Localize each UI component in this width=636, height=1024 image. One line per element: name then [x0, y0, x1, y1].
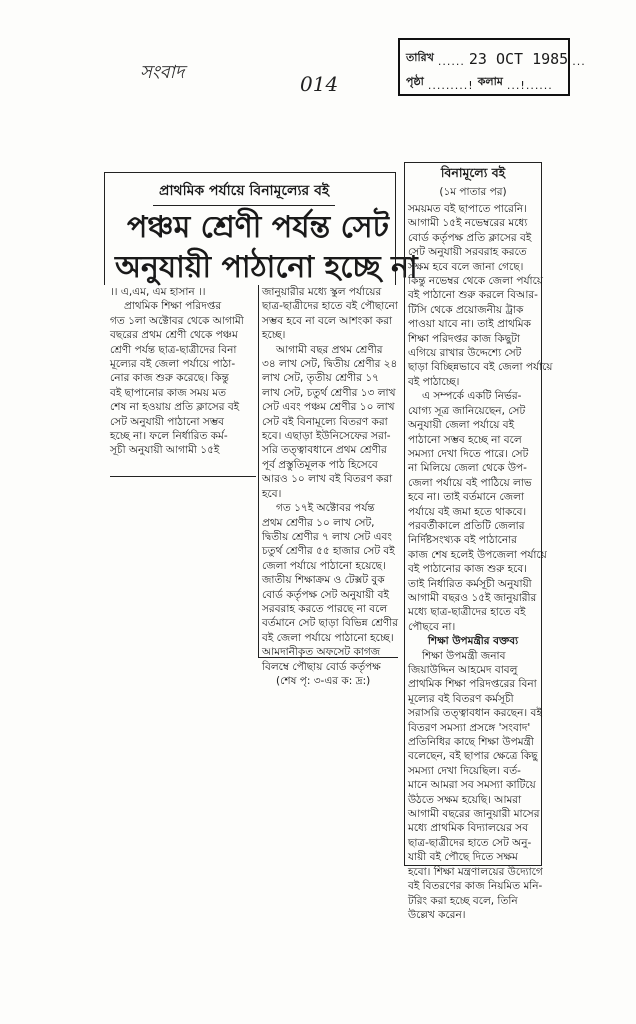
continuation-subheading: (১ম পাতার পর) [439, 186, 507, 198]
text-line: নোর কাজ শুরু করেছে। কিন্তু [110, 372, 229, 385]
text-line: মানে আমরা সব সমস্যা কাটিয়ে [408, 779, 536, 792]
text-line: প্রাথমিক শিক্ষা পরিদপ্তরের বিনা [408, 678, 537, 691]
text-line: আগামী বছরের জানুয়ারী মাসের [408, 808, 540, 821]
text-line: সরি তত্ত্বাবধানে প্রথম শ্রেণীর [262, 444, 387, 457]
text-line: পর্যায়ে বই জমা হতে থাকবে। [408, 505, 527, 518]
text-line: বিলম্বে পৌছায় বোর্ড কর্তৃপক্ষ [262, 660, 381, 673]
text-line: পৌছবে না। [408, 620, 456, 633]
text-line: প্রাথমিক শিক্ষা পরিদপ্তর [124, 300, 222, 313]
column-rule [110, 476, 256, 477]
text-line: মূল্যের বই বিতরণ কর্মসূচী [408, 692, 514, 705]
article-column-2 [258, 285, 400, 687]
text-line: মধ্যে ছাত্র-ছাত্রীদের হাতে বই [408, 606, 526, 619]
text-line: পূর্ব প্রস্তুতিমূলক পাঠ হিসেবে [262, 458, 378, 471]
column-rule [258, 657, 398, 658]
text-line: সরবরাহ করতে পারছে না বলে [262, 602, 388, 615]
text-line: না মিলিয়ে জেলা থেকে উপ- [408, 462, 527, 475]
text-line: কিন্তু নভেম্বর থেকে জেলা পর্যায়ে [408, 275, 543, 288]
text-line: ছাত্র-ছাত্রীদের হাতে বই পৌছানো [262, 300, 398, 313]
text-line: বই জেলা পর্যায়ে পাঠানো হচ্ছে। [262, 631, 394, 644]
text-line: প্রতিনিধির কাছে শিক্ষা উপমন্ত্রী [408, 736, 534, 749]
text-line: জেলা পর্যায়ে বই পাঠিয়ে লাভ [408, 476, 532, 489]
text-line: অনুযায়ী জেলা পর্যায়ে বই [408, 419, 515, 432]
text-line: লাখ সেট, চতুর্থ শ্রেণীর ১৩ লাখ [262, 386, 396, 399]
text-line: এ সম্পর্কে একটি নির্ভর- [422, 390, 522, 403]
text-line: হবো। শিক্ষা মন্ত্রণালয়ের উদ্যোগে [408, 865, 543, 878]
text-line: আগামী বছরও ১৫ই জানুয়ারীর [408, 591, 537, 604]
continuation-heading: বিনামূল্যে বই [440, 165, 506, 180]
headline-line-2: অনুযায়ী পাঠানো হচ্ছে না [115, 250, 418, 285]
text-line: উঠতে সক্ষম হয়েছি। আমরা [408, 793, 522, 806]
date-stamp: তারিখ ...... 23 OCT 1985 ... পৃষ্ঠা .........! কলাম ...!...... [398, 38, 570, 96]
text-line: প্রথম শ্রেণীর ১০ লাখ সেট, [262, 516, 375, 529]
text-line: হবে। [262, 487, 282, 500]
text-line: বই পাঠানো শুরু করলে বিআর- [408, 289, 538, 302]
text-line: চতুর্থ শ্রেণীর ৫৫ হাজার সেট বই [262, 545, 395, 558]
text-line: বিতরণ সমস্যা প্রসঙ্গে 'সংবাদ' [408, 721, 531, 734]
minister-subheading: শিক্ষা উপমন্ত্রীর বক্তব্য [427, 635, 519, 648]
text-line: হবে না। তাই বর্তমানে জেলা [408, 491, 524, 504]
text-line: জাতীয় শিক্ষাক্রম ও টেক্সট বুক [262, 574, 385, 587]
text-line: (শেষ পৃ: ৩-এর ক: দ্র:) [276, 674, 371, 687]
page-number-handwritten: 014 [300, 72, 339, 96]
text-line: বই বিতরণের কাজ নিয়মিত মনি- [408, 880, 543, 893]
text-line: সমস্যা দেখা দিতে পারে। সেট [408, 447, 529, 460]
continuation-text [405, 202, 553, 922]
text-line: সক্ষম হবে বলে জানা গেছে। [408, 260, 524, 273]
text-line: সেট অনুযায়ী পাঠানো সম্ভব [110, 415, 225, 428]
main-article [104, 172, 418, 687]
continuation-box [404, 162, 553, 921]
text-line: আগামী ১৫ই নভেম্বরের মধ্যে [408, 217, 528, 230]
text-line: যায়ী বই পৌছে দিতে সক্ষম [408, 851, 518, 864]
text-line: ৩৪ লাখ সেট, দ্বিতীয় শ্রেণীর ২৪ [262, 358, 398, 371]
headline-box [104, 172, 418, 285]
text-line: জেলা পর্যায়ে পাঠানো হয়েছে। [262, 559, 386, 572]
text-line: সমস্যা দেখা দিয়েছিল। বর্ত- [408, 764, 521, 777]
text-line: কাজ শেষ হলেই উপজেলা পর্যায়ে [408, 548, 547, 561]
text-line: সরাসরি তত্ত্বাবধান করছেন। বই [408, 707, 542, 720]
text-line: লাখ সেট, তৃতীয় শ্রেণীর ১৭ [262, 372, 379, 385]
text-line: বর্তমানে সেট ছাড়া বিভিন্ন শ্রেণীর [262, 617, 398, 630]
text-line: এগিয়ে রাখার উদ্দেশ্যে সেট [408, 347, 522, 360]
text-line: হচ্ছে না। ফলে নির্ধারিত কর্ম- [110, 430, 228, 443]
text-line: সেট এবং পঞ্চম শ্রেণীর ১০ লাখ [262, 401, 395, 414]
stamp-date-value: 23 OCT 1985 [468, 50, 569, 68]
text-line: যোগ্য সূত্র জানিয়েছেন, সেট [408, 404, 526, 417]
text-line: পরবর্তীকালে প্রতিটি জেলার [408, 519, 525, 532]
article-column-1 [110, 285, 256, 458]
text-line: ছাড়া বিচ্ছিন্নভাবে বই জেলা পর্যায়ে [408, 361, 553, 374]
text-line: গত ১লা অক্টোবর থেকে আগামী [110, 314, 244, 327]
text-line: ।। এ,এম, এম হাসান ।। [110, 286, 206, 298]
text-line: আরও ১০ লাখ বই বিতরণ করা [262, 473, 393, 486]
text-line: বোর্ড কর্তৃপক্ষ সেট অনুযায়ী বই [262, 588, 389, 601]
stamp-date-label: তারিখ [406, 51, 434, 64]
text-line: পাঠানো সম্ভব হচ্ছে না বলে [408, 433, 522, 446]
stamp-page-label: পৃষ্ঠা [406, 75, 424, 88]
text-line: পাওয়া যাবে না। তাই প্রাথমিক [408, 318, 531, 331]
text-line: হবে। এছাড়া ইউনিসেফের সরা- [262, 430, 391, 443]
text-line: সেট অনুযায়ী সরবরাহ করতে [408, 246, 527, 259]
text-line: সেট বই বিনামূল্যে বিতরণ করা [262, 415, 388, 428]
text-line: বছরের প্রথম শ্রেণী থেকে পঞ্চম [110, 329, 238, 342]
text-line: তাই নির্ধারিত কর্মসূচী অনুযায়ী [408, 577, 532, 590]
text-line: জানুয়ারীর মধ্যে স্কুল পর্যায়ের [262, 286, 382, 298]
newspaper-name-handwritten: সংবাদ [140, 62, 185, 83]
text-line: সময়মত বই ছাপাতে পারেনি। [408, 203, 527, 215]
text-line: শিক্ষা পরিদপ্তর কাজ কিছুটা [408, 332, 520, 345]
text-line: সম্ভব হবে না বলে আশংকা করা [262, 314, 393, 327]
text-line: উল্লেখ করেন। [408, 908, 466, 921]
text-line: গত ১৭ই অক্টোবর পর্যন্ত [276, 502, 375, 515]
text-line: বই পাঠাচ্ছে। [408, 375, 460, 388]
headline-line-1: পঞ্চম শ্রেণী পর্যন্ত সেট [127, 210, 389, 245]
text-line: ছাত্র-ছাত্রীদের হাতে সেট অনু- [408, 836, 532, 849]
text-line: বই ছাপানোর কাজ সময় মত [110, 386, 226, 399]
text-line: মধ্যে প্রাথমিক বিদ্যালয়ের সব [408, 822, 529, 835]
text-line: বোর্ড কর্তৃপক্ষ প্রতি ক্লাসের বই [408, 231, 532, 244]
text-line: টরিং করা হচ্ছে বলে, তিনি [408, 894, 518, 907]
text-line: দ্বিতীয় শ্রেণীর ৭ লাখ সেট এবং [262, 530, 392, 543]
text-line: শেষ না হওয়ায় প্রতি ক্লাসের বই [110, 401, 240, 414]
text-line: হচ্ছে। [262, 329, 286, 342]
stamp-column-label: কলাম [477, 75, 503, 88]
text-line: আমদানীকৃত অফসেট কাগজ [262, 646, 381, 659]
text-line: বই পাঠানোর কাজ শুরু হবে। [408, 563, 528, 576]
text-line: জিয়াউদ্দিন আহমেদ বাবলু [408, 664, 518, 676]
text-line: শ্রেণী পর্যন্ত ছাত্র-ছাত্রীদের বিনা [110, 343, 237, 356]
text-line: শিক্ষা উপমন্ত্রী জনাব [422, 649, 506, 662]
text-line: টিসি থেকে প্রয়োজনীয় ট্রাক [408, 303, 524, 316]
article-kicker: প্রাথমিক পর্যায়ে বিনামূল্যের বই [153, 179, 335, 206]
text-line: সূচী অনুযায়ী আগামী ১৫ই [110, 444, 220, 457]
text-line: বলেছেন, বই ছাপার ক্ষেত্রে কিছু [408, 750, 538, 763]
text-line: নির্দিষ্টসংখ্যক বই পাঠানোর [408, 534, 517, 547]
text-line: আগামী বছর প্রথম শ্রেণীর [276, 343, 383, 356]
text-line: মূল্যের বই জেলা পর্যায়ে পাঠা- [110, 358, 236, 371]
